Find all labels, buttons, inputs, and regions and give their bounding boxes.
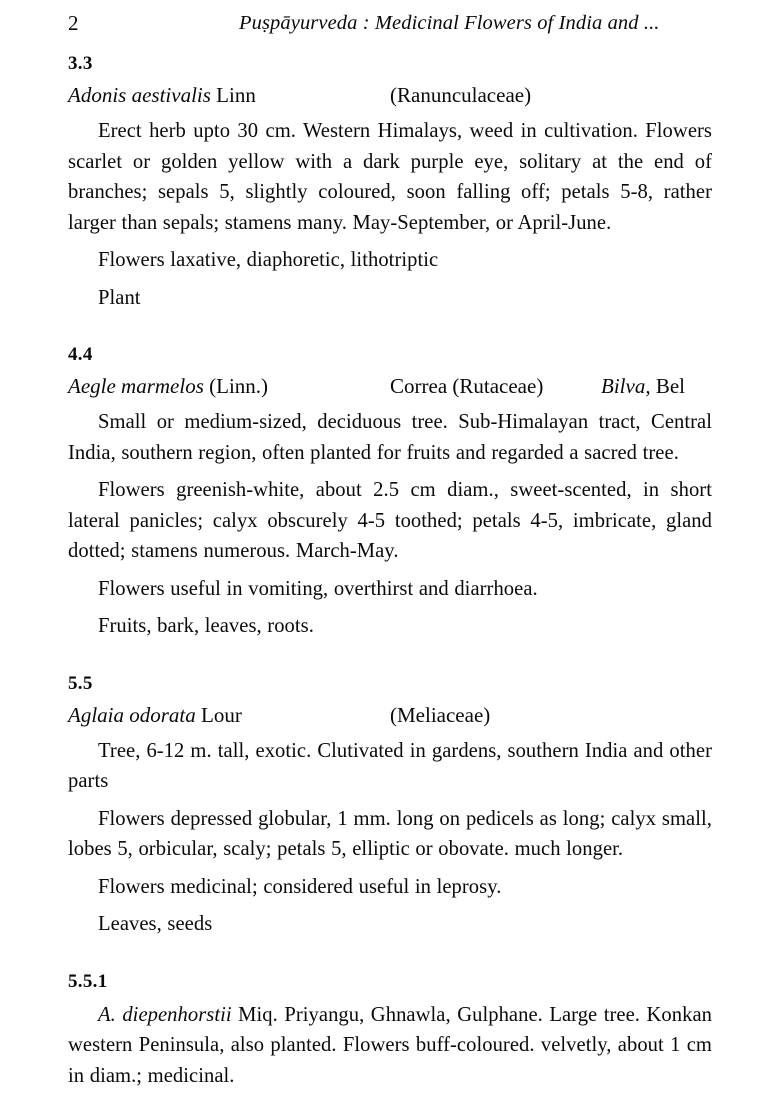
section-spacer <box>68 313 712 343</box>
vernacular-common: , Bel <box>645 374 685 398</box>
species-heading <box>68 372 712 400</box>
family-name: (Ranunculaceae) <box>390 83 532 107</box>
parts-used-paragraph: Leaves, seeds <box>98 913 213 935</box>
family-name: (Meliaceae) <box>390 702 491 727</box>
uses-paragraph: Flowers medicinal; considered useful in leprosy. <box>98 875 502 898</box>
uses-paragraph: Flowers useful in vomiting, overthirst and diarrhoea. <box>98 577 538 600</box>
flower-paragraph: Flowers depressed globular, 1 mm. long on pedicels as long; calyx small, lobes 5, orbicular, scaly; petals 5, elliptic or obovate. much longer. <box>68 807 712 860</box>
entry-5-5-1 <box>68 970 712 1092</box>
parts-used-paragraph: Plant <box>98 286 141 309</box>
species-authority: (Linn.) <box>209 374 269 398</box>
subentry-paragraph <box>68 1000 712 1092</box>
species-heading <box>68 701 712 729</box>
entry-4-4 <box>68 343 712 642</box>
subentry-species-name: A. diepenhorstii <box>98 1003 232 1026</box>
description-paragraph: Tree, 6-12 m. tall, exotic. Clutivated in gardens, southern India and other parts <box>68 739 712 792</box>
family-name: Correa (Rutaceae) <box>390 374 544 398</box>
vernacular-names <box>601 372 685 400</box>
description-paragraph: Small or medium-sized, deciduous tree. Sub-Himalayan tract, Central India, southern region, often planted for fruits and regarded a sacred tree. <box>68 411 712 464</box>
section-number: 5.5.1 <box>68 970 108 992</box>
section-number: 4.4 <box>68 344 93 365</box>
entry-3-3 <box>68 52 712 313</box>
uses-paragraph: Flowers laxative, diaphoretic, lithotriptic <box>98 249 439 271</box>
species-authority: Linn <box>216 83 256 107</box>
entry-5-5 <box>68 672 712 940</box>
section-number: 3.3 <box>68 53 93 74</box>
vernacular-sanskrit: Bilva <box>601 374 646 398</box>
parts-used-paragraph: Fruits, bark, leaves, roots. <box>98 615 314 637</box>
species-heading <box>68 81 712 109</box>
running-title: Puṣpāyurveda : Medicinal Flowers of India and ... <box>239 12 660 34</box>
species-authority: Lour <box>201 702 242 727</box>
subentry-text: Miq. Priyangu, Ghnawla, Gulphane. Large tree. Konkan western Peninsula, also planted. Flowers buff-coloured. velvetly, about 1 cm in diam.; medicinal. <box>68 1003 713 1087</box>
page-number: 2 <box>68 11 79 35</box>
section-spacer <box>68 642 712 672</box>
flower-paragraph: Flowers greenish-white, about 2.5 cm diam., sweet-scented, in short lateral panicles; calyx obscurely 4-5 toothed; petals 4-5, imbricate, gland dotted; stamens numerous. March-May. <box>68 479 712 562</box>
description-paragraph: Erect herb upto 30 cm. Western Himalays, weed in cultivation. Flowers scarlet or golden yellow with a dark purple eye, solitary at the end of branches; sepals 5, slightly coloured, soon falling off; petals 5-8, rather larger than sepals; stamens many. May-September, or April-June. <box>68 120 712 234</box>
text-column <box>68 52 712 1091</box>
section-number: 5.5 <box>68 672 93 694</box>
species-name: Aegle marmelos <box>68 374 204 398</box>
species-name: Aglaia odorata <box>68 702 196 727</box>
running-head <box>0 10 780 40</box>
species-name: Adonis aestivalis <box>68 83 211 107</box>
section-spacer <box>68 940 712 970</box>
